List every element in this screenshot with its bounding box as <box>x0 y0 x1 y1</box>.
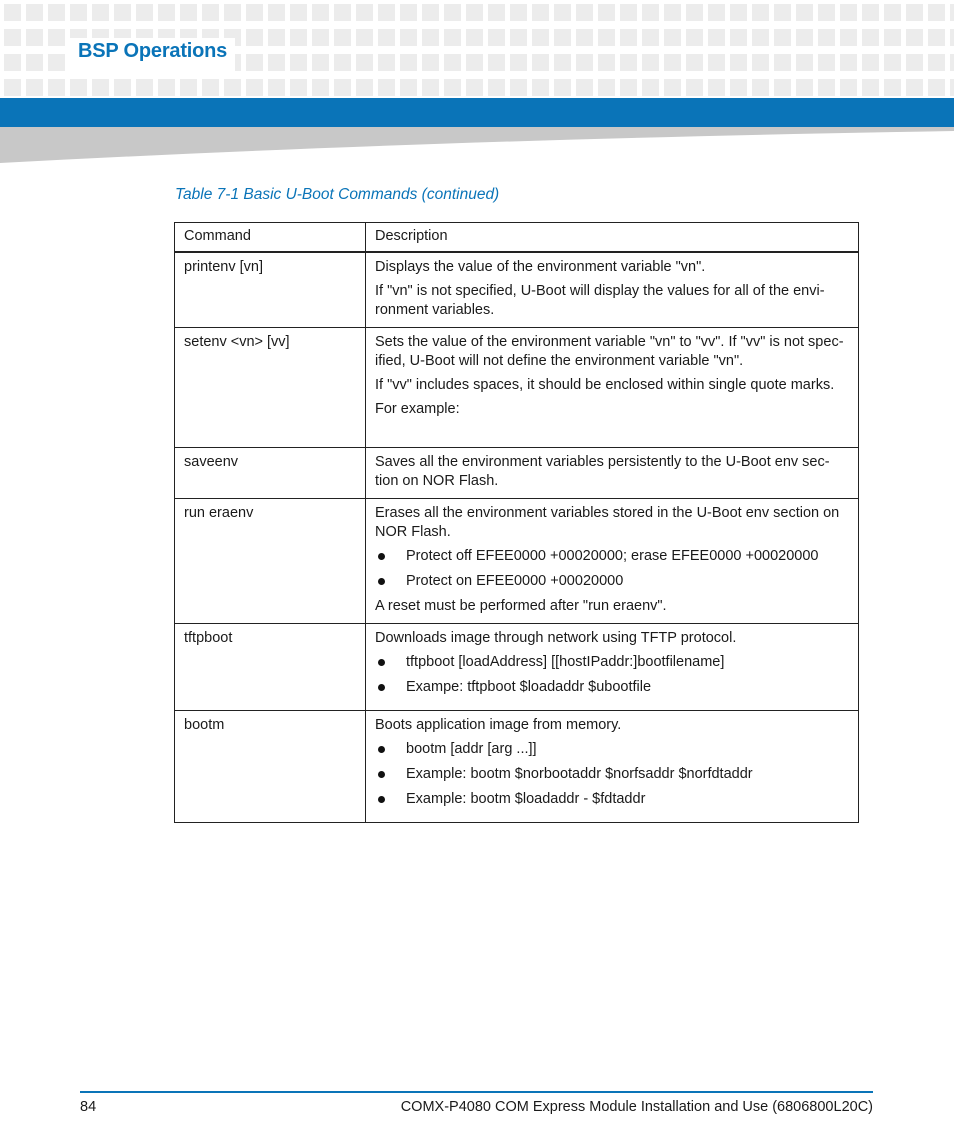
header-tile <box>796 4 813 21</box>
header-tile <box>818 29 835 46</box>
header-tile <box>48 79 65 96</box>
header-tile <box>620 4 637 21</box>
description-paragraph: If "vv" includes spaces, it should be enclosed within single quote marks. <box>375 377 835 393</box>
header-tile <box>48 4 65 21</box>
header-tile <box>862 79 879 96</box>
header-tile <box>466 29 483 46</box>
header-tile <box>928 79 945 96</box>
page-number: 84 <box>80 1099 97 1115</box>
description-paragraph: Sets the value of the environment variable "vn" to "vv". If "vv" is not spec-ified, U-Boot will not define the environment variable "vn". <box>375 334 844 369</box>
header-tile <box>642 54 659 71</box>
header-tile <box>598 29 615 46</box>
header-tile <box>444 29 461 46</box>
header-tile <box>576 54 593 71</box>
header-tile <box>488 79 505 96</box>
example-spacer <box>375 424 849 440</box>
header-tile <box>180 79 197 96</box>
header-tile <box>202 79 219 96</box>
header-tile <box>114 79 131 96</box>
header-tile <box>598 4 615 21</box>
header-tile <box>730 54 747 71</box>
table-row <box>175 499 859 624</box>
header-tile <box>48 54 65 71</box>
header-tile <box>246 4 263 21</box>
header-gray-swoosh <box>0 127 954 163</box>
header-tile <box>950 54 954 71</box>
header-tile <box>774 4 791 21</box>
description-cell <box>366 328 859 448</box>
header-tile <box>840 29 857 46</box>
table-body <box>175 252 859 823</box>
header-tile <box>906 29 923 46</box>
header-tile <box>642 29 659 46</box>
header-tile <box>290 4 307 21</box>
header-tile <box>26 4 43 21</box>
bullet-item: tftpboot [loadAddress] [[hostIPaddr:]bootfilename] <box>375 653 849 672</box>
header-tile <box>92 79 109 96</box>
header-tile <box>576 29 593 46</box>
header-tile <box>268 54 285 71</box>
header-tile <box>708 4 725 21</box>
description-cell <box>366 711 859 823</box>
header-tile <box>708 79 725 96</box>
header-tile <box>818 79 835 96</box>
header-tile <box>730 4 747 21</box>
header-tile <box>158 79 175 96</box>
table-row <box>175 252 859 328</box>
header-tile <box>92 4 109 21</box>
bullet-item: Example: bootm $norbootaddr $norfsaddr $norfdtaddr <box>375 765 849 784</box>
description-cell <box>366 499 859 624</box>
header-tile <box>356 29 373 46</box>
description-paragraph: Boots application image from memory. <box>375 717 622 733</box>
table-row <box>175 711 859 823</box>
bullet-item: Example: bootm $loadaddr - $fdtaddr <box>375 790 849 809</box>
header-tile <box>554 4 571 21</box>
header-tile <box>26 29 43 46</box>
header-tile <box>444 54 461 71</box>
header-tile <box>862 4 879 21</box>
bullet-list <box>375 547 849 591</box>
header-tile <box>334 4 351 21</box>
header-tile <box>488 4 505 21</box>
description-paragraph: For example: <box>375 401 460 417</box>
header-tile <box>312 54 329 71</box>
header-tile <box>928 54 945 71</box>
header-tile <box>444 79 461 96</box>
header-tile <box>290 79 307 96</box>
header-tile <box>620 54 637 71</box>
header-tile <box>862 29 879 46</box>
header-tile <box>950 29 954 46</box>
header-tile <box>268 29 285 46</box>
document-title: COMX-P4080 COM Express Module Installation and Use (6806800L20C) <box>400 1099 873 1115</box>
header-tile <box>862 54 879 71</box>
header-tile <box>796 54 813 71</box>
header-tile <box>466 79 483 96</box>
header-tile <box>26 54 43 71</box>
header-tile <box>400 29 417 46</box>
header-tile <box>554 54 571 71</box>
header-tile <box>422 29 439 46</box>
header-tile <box>752 79 769 96</box>
header-tile <box>840 4 857 21</box>
header-tile <box>928 4 945 21</box>
header-tile <box>840 79 857 96</box>
description-paragraph: A reset must be performed after "run eraenv". <box>375 598 667 614</box>
header-tile <box>796 29 813 46</box>
header-tile <box>774 29 791 46</box>
header-tile <box>510 29 527 46</box>
header-tile <box>752 29 769 46</box>
header-tile <box>510 79 527 96</box>
header-tile <box>4 54 21 71</box>
header-tile <box>312 4 329 21</box>
header-tile <box>730 29 747 46</box>
header-tile <box>532 79 549 96</box>
header-tile <box>378 4 395 21</box>
header-tile <box>840 54 857 71</box>
header-tile <box>686 79 703 96</box>
header-tile <box>356 4 373 21</box>
header-tile <box>224 79 241 96</box>
header-tile <box>620 79 637 96</box>
header-tile <box>510 4 527 21</box>
commands-table <box>174 222 859 823</box>
header-tile <box>356 79 373 96</box>
header-tile <box>708 29 725 46</box>
description-cell <box>366 624 859 711</box>
header-tile <box>4 4 21 21</box>
header-tile <box>400 54 417 71</box>
header-tile <box>136 79 153 96</box>
header-tile <box>532 54 549 71</box>
description-cell <box>366 448 859 499</box>
header-tile <box>466 54 483 71</box>
header-tile <box>158 4 175 21</box>
header-tile <box>620 29 637 46</box>
header-tile <box>378 79 395 96</box>
header-tile <box>334 79 351 96</box>
header-tile <box>312 79 329 96</box>
header-tile <box>290 29 307 46</box>
header-tile <box>598 79 615 96</box>
header-tile <box>906 54 923 71</box>
section-title: BSP Operations <box>78 40 228 62</box>
header-tile <box>884 29 901 46</box>
command-cell: tftpboot <box>175 624 366 711</box>
command-cell: printenv [vn] <box>175 252 366 328</box>
header-tile <box>752 54 769 71</box>
header-tile <box>554 79 571 96</box>
header-tile <box>774 79 791 96</box>
bullet-item: Exampe: tftpboot $loadaddr $ubootfile <box>375 678 849 697</box>
header-tile <box>4 29 21 46</box>
bullet-item: Protect on EFEE0000 +00020000 <box>375 572 849 591</box>
header-tile <box>180 4 197 21</box>
bullet-list <box>375 653 849 697</box>
header-tile <box>400 4 417 21</box>
header-tile <box>334 54 351 71</box>
header-tile <box>312 29 329 46</box>
header-tile <box>246 79 263 96</box>
header-tile <box>884 4 901 21</box>
description-paragraph: If "vn" is not specified, U-Boot will display the values for all of the envi-ronment variables. <box>375 283 825 318</box>
table-caption: Table 7-1 Basic U-Boot Commands (continued) <box>175 186 500 203</box>
header-tile <box>884 79 901 96</box>
table-row <box>175 448 859 499</box>
header-tile <box>664 4 681 21</box>
table-row <box>175 624 859 711</box>
header-tile <box>774 54 791 71</box>
column-header-description: Description <box>366 223 859 253</box>
header-tile <box>356 54 373 71</box>
header-tile <box>686 4 703 21</box>
header-tile <box>598 54 615 71</box>
header-tile <box>114 4 131 21</box>
header-tile <box>400 79 417 96</box>
header-tile <box>334 29 351 46</box>
bullet-item: bootm [addr [arg ...]] <box>375 740 849 759</box>
header-tile <box>708 54 725 71</box>
header-tile <box>26 79 43 96</box>
header-tile <box>466 4 483 21</box>
bullet-item: Protect off EFEE0000 +00020000; erase EFEE0000 +00020000 <box>375 547 849 566</box>
command-cell: saveenv <box>175 448 366 499</box>
command-cell: bootm <box>175 711 366 823</box>
column-header-command: Command <box>175 223 366 253</box>
description-paragraph: Saves all the environment variables persistently to the U-Boot env sec-tion on NOR Flash. <box>375 454 830 489</box>
header-tile <box>268 79 285 96</box>
command-cell: run eraenv <box>175 499 366 624</box>
header-tile <box>532 29 549 46</box>
header-tile <box>928 29 945 46</box>
header-tile <box>884 54 901 71</box>
header-tile <box>818 4 835 21</box>
header-tile <box>224 4 241 21</box>
header-tile <box>246 54 263 71</box>
header-tile <box>642 4 659 21</box>
header-tile <box>268 4 285 21</box>
bullet-list <box>375 740 849 809</box>
table-header-row <box>175 223 859 253</box>
header-tile <box>4 79 21 96</box>
header-tile <box>246 29 263 46</box>
header-tile <box>642 79 659 96</box>
header-tile <box>48 29 65 46</box>
header-tile <box>730 79 747 96</box>
header-tile <box>70 4 87 21</box>
header-tile <box>510 54 527 71</box>
header-tile <box>444 4 461 21</box>
header-tile <box>818 54 835 71</box>
header-tile <box>136 4 153 21</box>
description-paragraph: Displays the value of the environment variable "vn". <box>375 259 706 275</box>
header-tile <box>906 79 923 96</box>
header-tile <box>796 79 813 96</box>
header-tile <box>488 54 505 71</box>
header-blue-band <box>0 98 954 127</box>
header-tile <box>752 4 769 21</box>
header-tile <box>576 79 593 96</box>
header-tile <box>664 79 681 96</box>
header-tile <box>686 29 703 46</box>
header-tile <box>290 54 307 71</box>
header-tile <box>532 4 549 21</box>
table-row <box>175 328 859 448</box>
header-tile <box>202 4 219 21</box>
description-paragraph: Downloads image through network using TFTP protocol. <box>375 630 737 646</box>
header-tile <box>378 29 395 46</box>
header-tile <box>422 4 439 21</box>
header-tile <box>378 54 395 71</box>
header-tile <box>664 54 681 71</box>
header-tile <box>70 79 87 96</box>
header-tile <box>906 4 923 21</box>
header-tile <box>686 54 703 71</box>
command-cell: setenv <vn> [vv] <box>175 328 366 448</box>
description-paragraph: Erases all the environment variables stored in the U-Boot env section on NOR Flash. <box>375 505 840 540</box>
header-tile <box>422 79 439 96</box>
header-tile <box>576 4 593 21</box>
header-tile <box>950 79 954 96</box>
header-tile <box>950 4 954 21</box>
header-tile <box>488 29 505 46</box>
header-tile <box>422 54 439 71</box>
description-cell <box>366 252 859 328</box>
header-tile <box>554 29 571 46</box>
header-tile <box>664 29 681 46</box>
footer-divider <box>80 1091 873 1093</box>
